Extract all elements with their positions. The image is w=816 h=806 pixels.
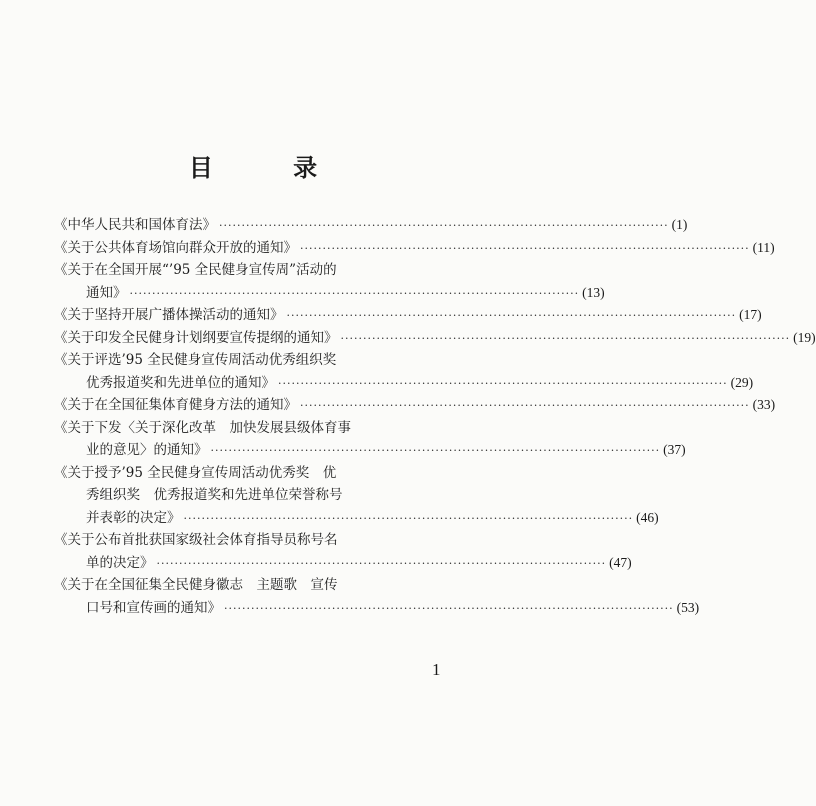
toc-entry-title: 《关于坚持开展广播体操活动的通知》 bbox=[54, 307, 284, 323]
dot-leader bbox=[224, 598, 674, 621]
toc-entry-title: 《关于授予’95 全民健身宣传周活动优秀奖 优 bbox=[54, 464, 337, 481]
toc-entry-line bbox=[54, 372, 754, 395]
toc-entry-title: 《关于评选’95 全民健身宣传周活动优秀组织奖 bbox=[54, 352, 337, 368]
toc-entry-line bbox=[54, 214, 688, 237]
toc-entry-title: 《关于在全国征集全民健身徽志 主题歌 宣传 bbox=[54, 577, 338, 593]
toc-entry-line bbox=[54, 394, 776, 417]
toc-entry bbox=[54, 417, 686, 462]
toc-entry bbox=[54, 237, 775, 260]
toc-page-ref: (37) bbox=[663, 442, 686, 457]
toc-page-ref: (46) bbox=[636, 509, 659, 525]
toc-entry-title: 单的决定》 bbox=[86, 554, 154, 571]
toc-entry-line bbox=[54, 484, 460, 507]
dot-leader bbox=[130, 283, 580, 306]
toc-entry-title: 《关于印发全民健身计划纲要宣传提纲的通知》 bbox=[54, 329, 338, 346]
dot-leader bbox=[278, 373, 728, 396]
toc-entry-title: 并表彰的决定》 bbox=[86, 509, 181, 526]
dot-leader bbox=[157, 553, 607, 576]
toc-entry-line bbox=[54, 597, 700, 620]
toc-entry bbox=[54, 529, 632, 574]
toc-entry bbox=[54, 394, 776, 417]
toc-page-ref: (53) bbox=[676, 599, 700, 615]
toc-entry-title: 《关于在全国开展“’95 全民健身宣传周”活动的 bbox=[54, 262, 337, 278]
toc-entry-title: 《关于公共体育场馆向群众开放的通知》 bbox=[54, 239, 297, 256]
toc-entry-title: 口号和宣传画的通知》 bbox=[86, 599, 221, 616]
toc-page-ref: (47) bbox=[609, 554, 632, 570]
toc-entry bbox=[54, 304, 762, 327]
toc-entry-title: 《中华人民共和国体育法》 bbox=[54, 217, 216, 233]
toc-entry-line bbox=[54, 349, 460, 372]
table-of-contents bbox=[54, 214, 816, 619]
toc-entry-line bbox=[54, 304, 762, 327]
toc-page-ref: (13) bbox=[582, 284, 605, 300]
page-title: 目 录 bbox=[188, 154, 354, 182]
toc-entry-line bbox=[54, 529, 460, 552]
dot-leader bbox=[341, 328, 791, 351]
toc-entry-title: 业的意见〉的通知》 bbox=[86, 442, 208, 458]
toc-entry-line bbox=[54, 574, 460, 597]
toc-page-ref: (11) bbox=[752, 239, 775, 255]
toc-page-ref: (17) bbox=[739, 307, 762, 322]
page-number: 1 bbox=[432, 660, 441, 679]
toc-entry bbox=[54, 327, 816, 350]
toc-entry bbox=[54, 462, 659, 530]
dot-leader bbox=[219, 215, 669, 238]
toc-entry-title: 《关于公布首批获国家级社会体育指导员称号名 bbox=[54, 532, 338, 548]
dot-leader bbox=[287, 305, 737, 328]
toc-entry-title: 通知》 bbox=[86, 284, 127, 301]
toc-page-ref: (1) bbox=[671, 217, 688, 232]
dot-leader bbox=[184, 508, 634, 531]
toc-page-ref: (33) bbox=[752, 397, 776, 412]
toc-entry-line bbox=[54, 282, 605, 305]
toc-entry bbox=[54, 259, 605, 304]
toc-entry-title: 《关于在全国征集体育健身方法的通知》 bbox=[54, 397, 297, 413]
toc-entry-line bbox=[54, 439, 686, 462]
toc-entry bbox=[54, 574, 700, 619]
dot-leader bbox=[300, 238, 750, 261]
toc-entry bbox=[54, 214, 688, 237]
toc-entry-line bbox=[54, 327, 816, 350]
toc-entry-title: 优秀报道奖和先进单位的通知》 bbox=[86, 374, 275, 391]
toc-entry-line bbox=[54, 462, 460, 485]
toc-entry-line bbox=[54, 552, 632, 575]
toc-page-ref: (19) bbox=[793, 329, 816, 345]
dot-leader bbox=[211, 440, 661, 463]
toc-entry-line bbox=[54, 259, 460, 282]
toc-entry-line bbox=[54, 507, 659, 530]
toc-page-ref: (29) bbox=[730, 374, 754, 390]
toc-entry bbox=[54, 349, 754, 394]
toc-entry-line bbox=[54, 417, 460, 440]
dot-leader bbox=[300, 395, 750, 418]
toc-entry-line bbox=[54, 237, 775, 260]
toc-entry-title: 秀组织奖 优秀报道奖和先进单位荣誉称号 bbox=[86, 487, 343, 503]
toc-entry-title: 《关于下发〈关于深化改革 加快发展县级体育事 bbox=[54, 419, 351, 436]
